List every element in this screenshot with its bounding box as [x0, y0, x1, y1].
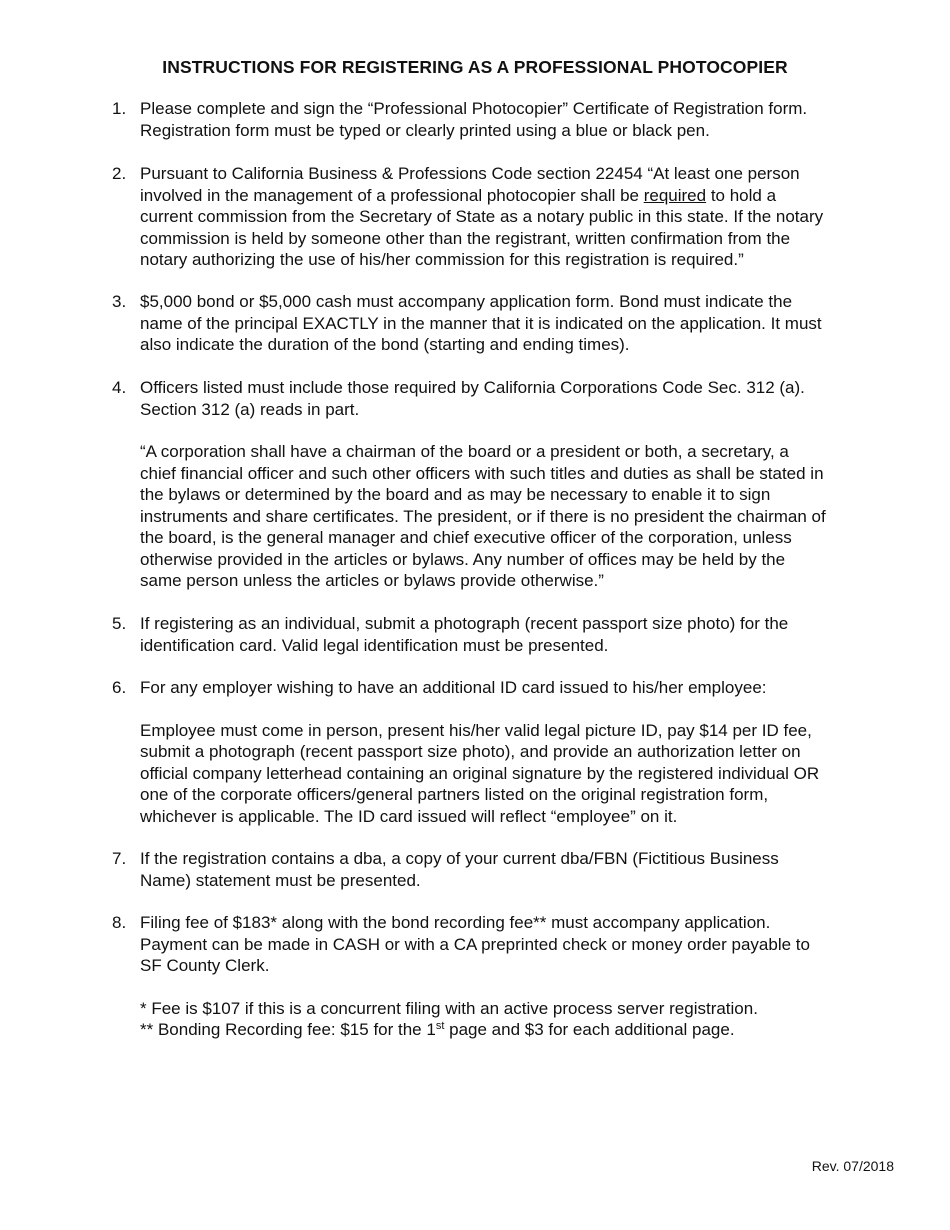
footnote-line: * Fee is $107 if this is a concurrent filing with an active process server registration.	[140, 998, 758, 1018]
footnote-line: ** Bonding Recording fee: $15 for the 1st page and $3 for each additional page.	[140, 1020, 735, 1039]
item-line: identification card. Valid legal identification must be presented.	[140, 635, 609, 655]
item-line: Section 312 (a) reads in part.	[140, 399, 360, 419]
superscript: st	[435, 1020, 445, 1032]
item-line: For any employer wishing to have an additional ID card issued to his/her employee:	[140, 678, 767, 697]
item-line: If registering as an individual, submit a photograph (recent passport size photo) for the	[140, 614, 789, 633]
item-line: involved in the management of a professional photocopier shall be required to hold a	[140, 185, 777, 205]
item-number: 8.	[112, 913, 127, 932]
quote-line: “A corporation shall have a chairman of the board or a president or both, a secretary, a	[140, 442, 789, 461]
item-line: SF County Clerk.	[140, 956, 270, 975]
item-line: Payment can be made in CASH or with a CA preprinted check or money order payable to	[140, 934, 810, 954]
item-line: Registration form must be typed or clearly printed using a blue or black pen.	[140, 120, 710, 140]
item-line: current commission from the Secretary of State as a notary public in this state. If the notary	[140, 207, 824, 226]
item-number: 6.	[112, 678, 127, 697]
quote-line: Employee must come in person, present his/her valid legal picture ID, pay $14 per ID fee,	[140, 720, 812, 740]
quote-line: otherwise provided in the articles or bylaws. Any number of offices may be held by the	[140, 549, 786, 569]
quote-line: instruments and share certificates. The president, or if there is no president the chairman of	[140, 506, 826, 526]
item-number: 4.	[112, 378, 127, 397]
item-line: $5,000 bond or $5,000 cash must accompany application form. Bond must indicate the	[140, 292, 793, 311]
item-line: name of the principal EXACTLY in the manner that it is indicated on the application. It must	[140, 313, 822, 333]
item-line: also indicate the duration of the bond (starting and ending times).	[140, 335, 630, 354]
item-number: 3.	[112, 292, 127, 311]
item-line: commission is held by someone other than the registrant, written confirmation from the	[140, 228, 791, 248]
quote-line: the board, is the general manager and chief executive officer of the corporation, unless	[140, 528, 792, 547]
document-title: INSTRUCTIONS FOR REGISTERING AS A PROFESSIONAL PHOTOCOPIER	[162, 57, 788, 77]
underlined-word: required	[643, 185, 707, 205]
quote-line: one of the corporate officers/general partners listed on the original registration form,	[140, 785, 769, 804]
item-line: Please complete and sign the “Professional Photocopier” Certificate of Registration form.	[140, 99, 808, 118]
quote-line: the bylaws or determined by the board and as may be necessary to enable it to sign	[140, 485, 771, 504]
quote-line: official company letterhead containing an original signature by the registered individual OR	[140, 763, 820, 783]
item-line: Pursuant to California Business & Professions Code section 22454 “At least one person	[140, 164, 800, 183]
item-line: Filing fee of $183* along with the bond recording fee** must accompany application.	[140, 913, 771, 932]
revision-date: Rev. 07/2018	[811, 1158, 894, 1174]
quote-line: same person unless the articles or bylaws provide otherwise.”	[140, 571, 604, 590]
item-number: 1.	[112, 99, 127, 118]
item-line: notary authorizing the use of his/her commission for this registration is required.”	[140, 250, 744, 269]
quote-line: chief financial officer and such other officers with such titles and duties as shall be stated in	[140, 463, 824, 483]
quote-line: whichever is applicable. The ID card issued will reflect “employee” on it.	[140, 806, 678, 826]
quote-line: submit a photograph (recent passport size photo), and provide an authorization letter on	[140, 742, 801, 761]
item-line: Name) statement must be presented.	[140, 870, 421, 890]
item-number: 7.	[112, 849, 127, 868]
item-line: Officers listed must include those required by California Corporations Code Sec. 312 (a).	[140, 378, 805, 397]
item-number: 5.	[112, 614, 127, 633]
item-line: If the registration contains a dba, a copy of your current dba/FBN (Fictitious Business	[140, 849, 779, 868]
item-number: 2.	[112, 164, 127, 183]
